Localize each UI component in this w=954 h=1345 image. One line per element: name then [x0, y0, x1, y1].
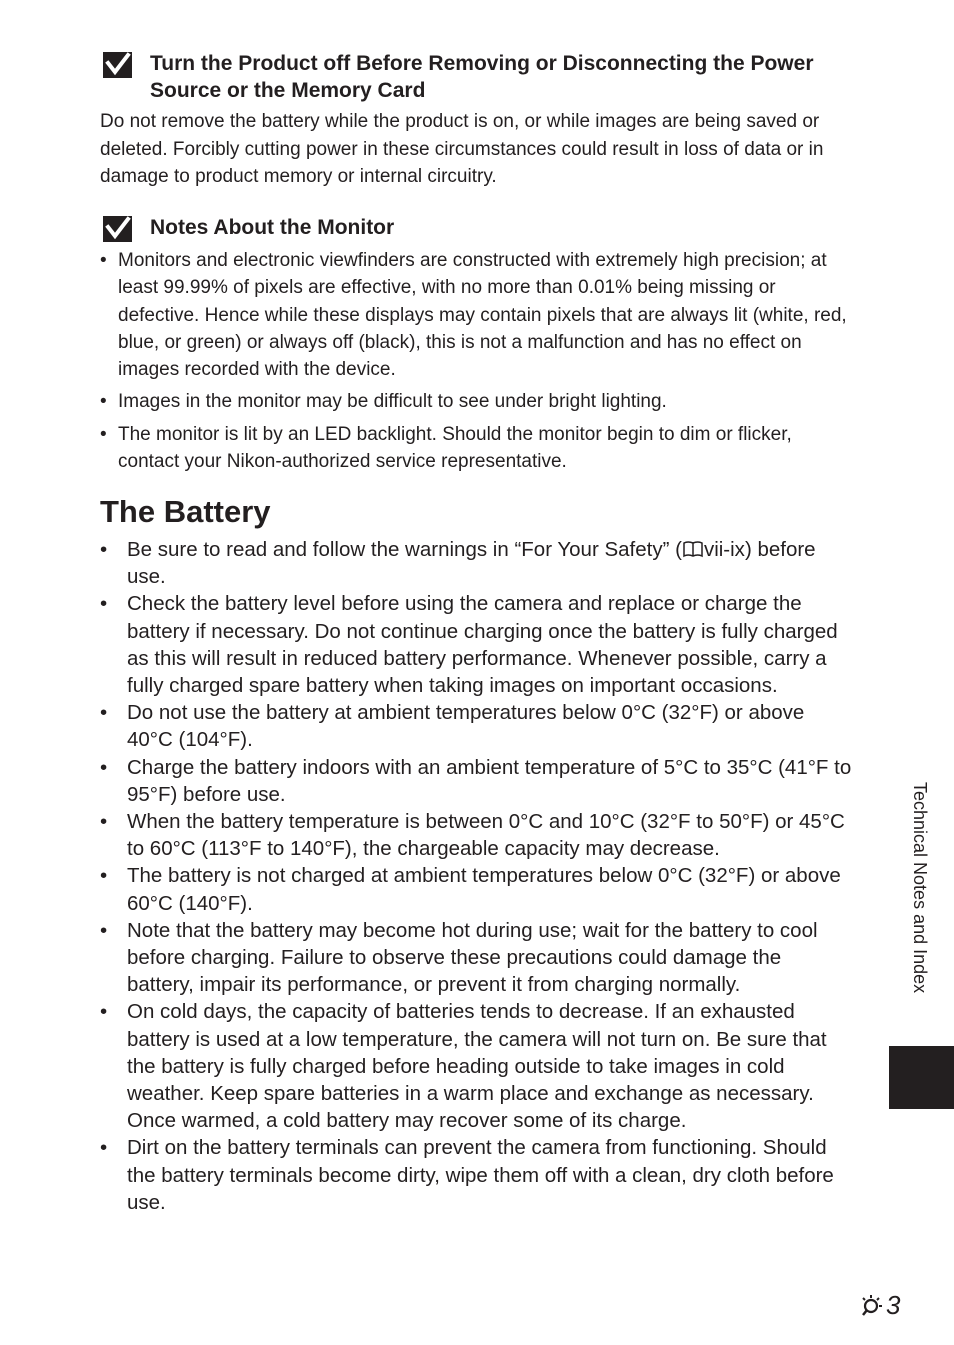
note-heading	[100, 214, 852, 241]
list-item	[100, 917, 852, 999]
note-body: Do not remove the battery while the product is on, or while images are being saved or deleted. Forcibly cutting power in these circumstances could result in loss of data or in damage to product memory or internal circuitry.	[100, 111, 824, 187]
list-item-text: Charge the battery indoors with an ambient temperature of 5°C to 35°C (41°F to 95°F) before use.	[127, 755, 852, 806]
page-number	[858, 1290, 900, 1320]
bullet: •	[100, 538, 108, 561]
note-list	[100, 247, 852, 475]
list-item	[100, 536, 852, 590]
page-number-value: 3	[886, 1290, 901, 1320]
list-item	[100, 421, 852, 476]
list-item-text: Note that the battery may become hot during use; wait for the battery to cool before charging. Failure to observe these precautions could damage the battery, impair its performance, or prevent it from charging normally.	[127, 918, 818, 997]
bullet: •	[100, 391, 107, 413]
check-icon	[103, 52, 132, 78]
list-item-text: Images in the monitor may be difficult to see under bright lighting.	[118, 391, 667, 413]
list-item-text: Check the battery level before using the camera and replace or charge the battery if necessary. Do not continue charging once the battery is fully charged as this will result in reduced battery performance. Whenever possible, carry a fully charged spare battery when taking images on important occasions.	[127, 592, 838, 698]
bullet: •	[100, 250, 107, 271]
list-item	[100, 754, 852, 808]
section-title: The Battery	[100, 494, 271, 529]
bullet: •	[100, 1000, 108, 1024]
note-heading	[100, 50, 852, 104]
bullet: •	[100, 423, 107, 445]
side-tab-label: Technical Notes and Index	[910, 782, 930, 994]
list-item	[100, 247, 852, 383]
list-item	[100, 699, 852, 753]
list-item-text: ) before use.	[127, 538, 816, 589]
list-item-text: Do not use the battery at ambient temperatures below 0°C (32°F) or above 40°C (104°F).	[127, 701, 805, 752]
list-item-text: On cold days, the capacity of batteries tends to decrease. If an exhausted battery is used at a low temperature, the camera will not turn on. Be sure that the battery is fully charged before heading outside to take images in cold weather. Keep spare batteries in a warm place and exchange as necessary. Once warmed, a cold battery may recover some of its charge.	[127, 1000, 827, 1133]
note-title: Turn the Product off Before Removing or Disconnecting the Power Source or the Memory Card	[150, 52, 814, 102]
note-monitor	[100, 214, 852, 480]
bullet: •	[100, 810, 108, 834]
note-power-removal	[100, 50, 852, 191]
list-item	[100, 998, 852, 1134]
list-item	[100, 862, 852, 916]
bullet: •	[100, 864, 108, 888]
list-item-text: Dirt on the battery terminals can prevent the camera from functioning. Should the battery terminals become dirty, wipe them off with a clean, dry cloth before use.	[127, 1136, 834, 1214]
list-item-text: When the battery temperature is between 0°C and 10°C (32°F to 50°F) or 45°C to 60°C (113°F to 140°F), the chargeable capacity may decrease.	[127, 810, 845, 861]
list-item	[100, 388, 852, 415]
technical-notes-icon	[858, 1291, 886, 1319]
list-item-text: The battery is not charged at ambient temperatures below 0°C (32°F) or above 60°C (140°F).	[127, 864, 841, 915]
list-item-text: The monitor is lit by an LED backlight. Should the monitor begin to dim or flicker, contact your Nikon-authorized service representative.	[118, 423, 792, 473]
side-tab-marker	[889, 1046, 954, 1109]
list-item-text: Be sure to read and follow the warnings in “For Your Safety” (	[127, 538, 682, 561]
list-item	[100, 590, 852, 699]
bullet: •	[100, 592, 108, 616]
battery-list	[100, 536, 852, 1216]
bullet: •	[100, 918, 108, 942]
list-item	[100, 1134, 852, 1216]
book-icon	[683, 540, 703, 558]
check-icon	[103, 216, 132, 242]
list-item	[100, 808, 852, 862]
note-title: Notes About the Monitor	[150, 216, 395, 239]
bullet: •	[100, 755, 108, 779]
page-reference-link[interactable]: vii-ix	[703, 538, 745, 561]
bullet: •	[100, 1136, 108, 1160]
bullet: •	[100, 701, 108, 725]
list-item-text: Monitors and electronic viewfinders are constructed with extremely high precision; at least 99.99% of pixels are effective, with no more than 0.01% being missing or defective. Hence while these displays may contain pixels that are always lit (white, red, blue, or green) or always off (black), this is not a malfunction and has no effect on images recorded with the device.	[118, 250, 847, 381]
